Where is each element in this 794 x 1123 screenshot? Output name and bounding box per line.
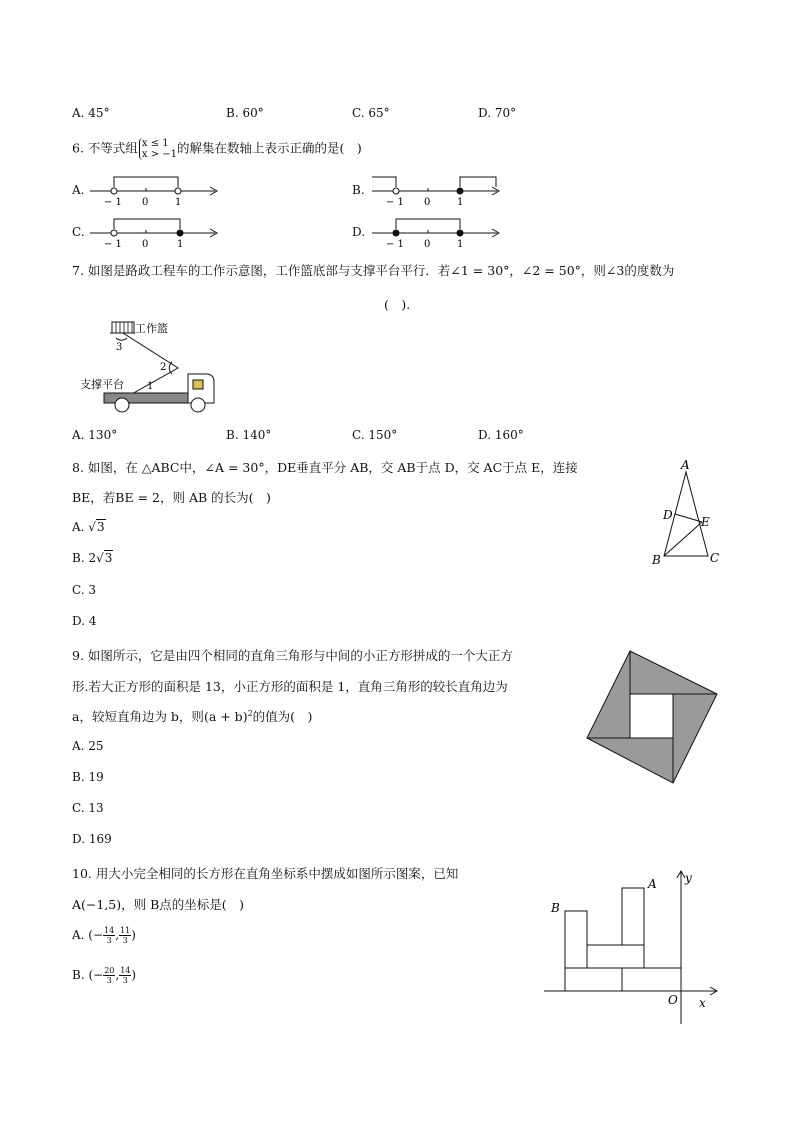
close-paren: ) <box>131 928 136 942</box>
q7-blank: ( ). <box>384 297 411 312</box>
tick-label-1: 1 <box>177 239 184 250</box>
label-angle-2: 2 <box>160 362 167 373</box>
tick-label-neg1: − 1 <box>104 197 122 208</box>
solid-circle-1 <box>177 230 183 236</box>
q6-inequality-system <box>139 138 177 160</box>
q9-option-a: A. 25 <box>72 739 104 753</box>
q6-numberline-b <box>372 170 512 212</box>
solid-circle-1 <box>457 230 463 236</box>
comma: , <box>115 968 120 982</box>
rect-vertical-left <box>565 911 587 968</box>
q8-option-b-label: B. 2 <box>72 551 97 565</box>
q6-ineq2: x > −1 <box>141 149 178 160</box>
segment-be <box>664 522 702 556</box>
right-ray-bracket <box>460 177 496 187</box>
fraction <box>103 966 115 985</box>
q9-stem-line1: 9. 如图所示，它是由四个相同的直角三角形与中间的小正方形拼成的一个大正方 <box>72 648 513 663</box>
q8-stem-line1: 8. 如图，在 △ABC中，∠A = 30°，DE垂直平分 AB，交 AB于点 D，交 AC于点 E，连接 <box>72 460 578 475</box>
label-basket: 工作篮 <box>135 322 168 335</box>
q8-option-d: D. 4 <box>72 614 97 628</box>
q7-option-c: C. 150° <box>352 428 398 442</box>
tick-label-neg1: − 1 <box>104 239 122 250</box>
q9-stem-line2: 形.若大正方形的面积是 13，小正方形的面积是 1，直角三角形的较长直角边为 <box>72 679 508 694</box>
rect-vertical-right <box>622 888 644 945</box>
denominator: 3 <box>122 976 128 985</box>
q9-line3-end: 的值为( ) <box>252 709 313 724</box>
left-ray-bracket <box>372 177 396 187</box>
q6-suffix: 的解集在数轴上表示正确的是( ) <box>177 140 362 156</box>
q5-option-d: D. 70° <box>478 106 517 120</box>
label-platform: 支撑平台 <box>80 378 124 391</box>
rect-bottom-right <box>622 968 681 991</box>
q9-option-b: B. 19 <box>72 770 104 784</box>
q8-option-a: A. √3 <box>72 520 105 534</box>
q8-stem-line2: BE，若BE = 2，则 AB 的长为( ) <box>72 490 271 505</box>
cab-window <box>193 380 203 389</box>
tick-label-1: 1 <box>175 197 182 208</box>
label-b: B <box>652 553 661 567</box>
label-origin: O <box>668 993 678 1007</box>
q7-option-b: B. 140° <box>226 428 272 442</box>
q9-option-c: C. 13 <box>72 801 104 815</box>
rect-bottom-left <box>565 968 622 991</box>
label-b: B <box>551 901 560 915</box>
q6-stem <box>72 138 362 160</box>
tick-label-0: 0 <box>424 197 431 208</box>
q7-figure-truck <box>80 318 220 418</box>
denominator: 3 <box>106 976 112 985</box>
q5-option-c: C. 65° <box>352 106 390 120</box>
q9-stem-line3 <box>72 707 312 725</box>
solid-circle-neg1 <box>393 230 399 236</box>
denominator: 3 <box>106 936 112 945</box>
q10-option-a-label: A. (− <box>72 928 104 942</box>
numerator: 11 <box>120 926 131 935</box>
small-square <box>630 694 673 738</box>
rect-horizontal-middle <box>587 945 644 968</box>
q6-label-b: B. <box>352 183 365 197</box>
q10-option-b <box>72 966 136 985</box>
label-angle-3: 3 <box>116 342 123 353</box>
q9-line3-text: a，较短直角边为 b，则 <box>72 709 204 724</box>
q10-option-a <box>72 926 136 945</box>
basket-rect <box>112 322 134 333</box>
tick-label-0: 0 <box>142 197 149 208</box>
solution-bracket <box>114 219 180 229</box>
q9-option-d: D. 169 <box>72 832 112 846</box>
label-x: x <box>699 996 706 1010</box>
label-a: A <box>648 877 657 891</box>
q6-numberline-a <box>90 170 230 212</box>
label-y: y <box>685 871 692 885</box>
open-circle-neg1 <box>111 188 117 194</box>
tick-label-neg1: − 1 <box>386 197 404 208</box>
denominator: 3 <box>122 936 128 945</box>
open-circle-neg1 <box>111 230 117 236</box>
numerator: 14 <box>104 926 115 935</box>
q10-figure-coordinate-rectangles <box>540 866 730 1026</box>
tick-label-0: 0 <box>142 239 149 250</box>
label-c: C <box>710 551 720 565</box>
fraction <box>119 926 131 945</box>
q5-option-a: A. 45° <box>72 106 110 120</box>
q6-numberline-d <box>372 212 512 254</box>
label-a: A <box>681 458 690 472</box>
q6-ineq1: x ≤ 1 <box>141 138 169 149</box>
q9-figure-pinwheel-square <box>584 648 720 788</box>
q8-option-b-radicand: 3 <box>104 551 113 565</box>
label-e: E <box>701 515 710 529</box>
q8-figure-triangle <box>648 458 728 570</box>
angle-3-arc <box>116 338 127 340</box>
q10-option-b-label: B. (− <box>72 968 104 982</box>
q9-expression: (a + b) <box>203 709 248 724</box>
q8-option-b: B. 2√3 <box>72 551 113 565</box>
fraction <box>119 966 131 985</box>
q8-option-a-label: A. <box>72 520 85 534</box>
tick-label-0: 0 <box>424 239 431 250</box>
q8-option-a-radicand: 3 <box>96 520 105 534</box>
fraction <box>103 926 115 945</box>
q7-stem: 7. 如图是路政工程车的工作示意图，工作篮底部与支撑平台平行．若∠1 = 30°，∠2 = 50°，则∠3的度数为 <box>72 263 675 278</box>
tick-label-1: 1 <box>457 197 464 208</box>
front-wheel <box>191 398 205 412</box>
solution-bracket <box>114 177 178 187</box>
q7-option-a: A. 130° <box>72 428 118 442</box>
solid-circle-1 <box>457 188 463 194</box>
numerator: 14 <box>120 966 131 975</box>
close-paren: ) <box>131 968 137 982</box>
q7-option-d: D. 160° <box>478 428 524 442</box>
q9-exponent: 2 <box>247 708 253 718</box>
open-circle-neg1 <box>393 188 399 194</box>
open-circle-1 <box>175 188 181 194</box>
comma: , <box>115 928 120 942</box>
numerator: 20 <box>104 966 115 975</box>
q10-stem-line1: 10. 用大小完全相同的长方形在直角坐标系中摆成如图所示图案，已知 <box>72 866 459 881</box>
label-angle-1: 1 <box>147 381 154 392</box>
q8-option-c: C. 3 <box>72 583 97 597</box>
tick-label-neg1: − 1 <box>386 239 404 250</box>
q5-option-b: B. 60° <box>226 106 264 120</box>
q6-label-c: C. <box>72 225 85 239</box>
q6-label-a: A. <box>72 183 85 197</box>
q6-numberline-c <box>90 212 230 254</box>
q6-label-d: D. <box>352 225 366 239</box>
rear-wheel <box>115 398 129 412</box>
label-d: D <box>663 508 673 522</box>
solution-bracket <box>396 219 460 229</box>
tick-label-1: 1 <box>457 239 464 250</box>
q10-stem-line2: A(−1,5)，则 B点的坐标是( ) <box>72 897 245 912</box>
q6-prefix: 6. 不等式组 <box>72 140 138 156</box>
